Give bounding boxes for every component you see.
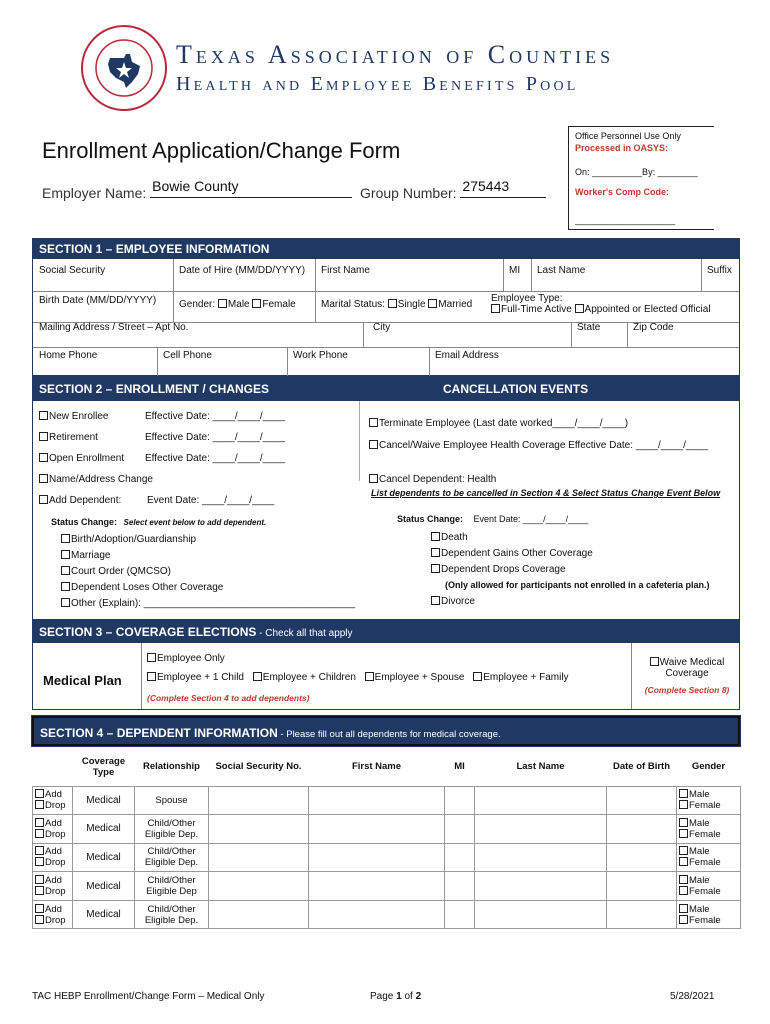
processed-label: Processed in OASYS:: [575, 143, 669, 153]
dob-cell[interactable]: [607, 815, 677, 844]
drop-label: Drop: [45, 914, 66, 926]
open-enrollment-label: Open Enrollment: [49, 453, 125, 464]
cancel-waive-label: Cancel/Waive Employee Health Coverage Effective Date: ____/____/____: [379, 440, 709, 451]
single-label: Single: [397, 299, 426, 310]
add-checkbox[interactable]: [35, 818, 44, 827]
footer-left: TAC HEBP Enrollment/Change Form – Medical Only: [32, 991, 265, 1002]
gender-cell: [677, 843, 741, 872]
col-coverage: Coverage Type: [81, 755, 126, 778]
ssn-field[interactable]: Social Security: [39, 265, 106, 276]
divorce-option[interactable]: [431, 596, 475, 607]
ssn-cell[interactable]: [209, 900, 309, 929]
relationship-cell: Child/Other Eligible Dep: [135, 872, 209, 901]
gender-group: [179, 299, 296, 310]
mi-cell[interactable]: [445, 815, 475, 844]
form-title: Enrollment Application/Change Form: [42, 138, 401, 163]
male-label: Male: [689, 846, 710, 858]
birth-checkbox[interactable]: [61, 534, 70, 543]
comp-code-label: Worker's Comp Code:: [575, 187, 669, 197]
marriage-option[interactable]: [61, 550, 110, 561]
coverage-cell: Medical: [73, 786, 135, 815]
dob-cell[interactable]: [607, 786, 677, 815]
section1-header: SECTION 1 – EMPLOYEE INFORMATION: [33, 239, 739, 259]
cancel-waive-checkbox[interactable]: [369, 440, 378, 449]
employer-label: Employer Name:: [42, 185, 147, 201]
org-name: [176, 40, 736, 96]
marriage-label: Marriage: [71, 550, 111, 561]
employer-row: [42, 178, 546, 201]
on-by-field[interactable]: On: __________By: ________: [575, 167, 698, 177]
office-use-box: [568, 126, 714, 230]
mi-cell[interactable]: [445, 786, 475, 815]
table-row: [33, 900, 741, 929]
org-name-line1: Texas Association of Counties: [176, 40, 615, 69]
gains-label: Dependent Gains Other Coverage: [441, 548, 593, 559]
male-checkbox[interactable]: [218, 299, 227, 308]
female-label: Female: [689, 828, 721, 840]
ssn-cell[interactable]: [209, 872, 309, 901]
drop-label: Drop: [45, 857, 66, 869]
dob-cell[interactable]: [607, 843, 677, 872]
open-enrollment-option[interactable]: [39, 453, 124, 464]
marriage-checkbox[interactable]: [61, 550, 70, 559]
col-dob: Date of Birth: [613, 761, 670, 773]
relationship-cell: Child/Other Eligible Dep.: [135, 843, 209, 872]
add-checkbox[interactable]: [35, 789, 44, 798]
divorce-label: Divorce: [441, 596, 475, 607]
header-spacer: [33, 748, 73, 786]
relationship-cell: Child/Other Eligible Dep.: [135, 815, 209, 844]
work-phone-field[interactable]: Work Phone: [293, 350, 348, 361]
comp-code-field[interactable]: ____________________: [575, 215, 676, 225]
section4-header: SECTION 4 – DEPENDENT INFORMATION: [40, 726, 278, 740]
add-dependent-checkbox[interactable]: [39, 495, 48, 504]
drops-label: Dependent Drops Coverage: [441, 564, 566, 575]
add-drop-cell: [33, 843, 73, 872]
male-label: Male: [227, 299, 250, 310]
add-drop-cell: [33, 815, 73, 844]
footer-date: 5/28/2021: [670, 991, 715, 1002]
add-label: Add: [45, 846, 62, 858]
female-label: Female: [689, 914, 721, 926]
add-checkbox[interactable]: [35, 875, 44, 884]
select-event-note: Select event below to add dependent.: [123, 518, 267, 527]
male-label: Male: [689, 903, 710, 915]
court-checkbox[interactable]: [61, 566, 70, 575]
section4-header-bar: [32, 716, 740, 746]
name-change-label: Name/Address Change: [49, 474, 153, 485]
first-name-cell[interactable]: [309, 872, 445, 901]
death-checkbox[interactable]: [431, 532, 440, 541]
emp-children-checkbox[interactable]: [253, 672, 262, 681]
email-field[interactable]: Email Address: [435, 350, 499, 361]
terminate-checkbox[interactable]: [369, 418, 378, 427]
terminate-label: Terminate Employee (Last date worked____/____/____): [379, 418, 629, 429]
emp-family-checkbox[interactable]: [473, 672, 482, 681]
status-change-label-2: Status Change:: [397, 514, 464, 524]
dependent-table: [32, 748, 741, 929]
name-change-checkbox[interactable]: [39, 474, 48, 483]
marital-label: Marital Status:: [321, 299, 385, 310]
section4-note: - Please fill out all dependents for medical coverage.: [277, 729, 501, 740]
female-label: Female: [689, 857, 721, 869]
male-checkbox[interactable]: [679, 818, 688, 827]
male-label: Male: [689, 817, 710, 829]
state-field[interactable]: State: [577, 322, 601, 333]
mi-field[interactable]: MI: [509, 265, 521, 276]
coverage-cell: Medical: [73, 872, 135, 901]
name-change-option[interactable]: [39, 474, 153, 485]
section3: [32, 620, 740, 710]
employer-value: Bowie County: [152, 178, 239, 194]
cancel-dep-option[interactable]: [369, 474, 496, 485]
gender-label: Gender:: [179, 299, 216, 310]
retirement-date[interactable]: Effective Date: ____/____/____: [145, 432, 285, 443]
ssn-cell[interactable]: [209, 843, 309, 872]
section3-header-bar: [33, 621, 739, 643]
dob-cell[interactable]: [607, 900, 677, 929]
waive-checkbox[interactable]: [650, 657, 659, 666]
cancel-dep-label: Cancel Dependent: Health: [379, 474, 497, 485]
new-enrollee-checkbox[interactable]: [39, 411, 48, 420]
ssn-cell[interactable]: [209, 815, 309, 844]
first-name-cell[interactable]: [309, 786, 445, 815]
complete-section8-note: (Complete Section 8): [644, 685, 730, 695]
retirement-option[interactable]: [39, 432, 98, 443]
drop-checkbox[interactable]: [35, 800, 44, 809]
emp-only-option[interactable]: [147, 653, 225, 664]
other-checkbox[interactable]: [61, 598, 70, 607]
emp-family-label: Employee + Family: [483, 672, 569, 683]
emp-child-label: Employee + 1 Child: [157, 672, 244, 683]
female-label: Female: [689, 886, 721, 898]
gender-cell: [677, 900, 741, 929]
col-ssn: Social Security No.: [215, 761, 302, 773]
coverage-cell: Medical: [73, 900, 135, 929]
loses-checkbox[interactable]: [61, 582, 70, 591]
section1: [32, 238, 740, 376]
gender-cell: [677, 815, 741, 844]
female-checkbox[interactable]: [679, 800, 688, 809]
drop-label: Drop: [45, 800, 66, 812]
married-checkbox[interactable]: [428, 299, 437, 308]
last-name-cell[interactable]: [475, 786, 607, 815]
emp-only-checkbox[interactable]: [147, 653, 156, 662]
waive-option[interactable]: [637, 657, 737, 679]
section3-note: - Check all that apply: [256, 628, 353, 639]
col-gender: Gender: [691, 761, 726, 773]
female-checkbox[interactable]: [252, 299, 261, 308]
complete-section4-note: (Complete Section 4 to add dependents): [147, 693, 310, 703]
status-change-label: Status Change:: [51, 517, 118, 527]
drops-option[interactable]: [431, 564, 566, 575]
male-checkbox[interactable]: [679, 789, 688, 798]
group-field[interactable]: [460, 178, 546, 198]
add-label: Add: [45, 875, 62, 887]
col-first-name: First Name: [351, 761, 402, 773]
col-mi: MI: [454, 761, 465, 773]
gender-cell: [677, 872, 741, 901]
tac-seal-logo: [80, 24, 168, 112]
section2-header-bar: [33, 377, 739, 401]
footer-page: [370, 991, 421, 1002]
marital-group: [321, 299, 472, 310]
other-label: Other (Explain): ______________________________________: [71, 598, 356, 609]
cancel-waive-option[interactable]: [369, 440, 708, 451]
loses-label: Dependent Loses Other Coverage: [71, 582, 224, 593]
employee-type-label: Employee Type:: [491, 293, 563, 304]
add-label: Add: [45, 789, 62, 801]
drop-checkbox[interactable]: [35, 857, 44, 866]
death-label: Death: [441, 532, 468, 543]
col-relationship: Relationship: [142, 761, 200, 773]
male-checkbox[interactable]: [679, 875, 688, 884]
retirement-checkbox[interactable]: [39, 432, 48, 441]
appointed-checkbox[interactable]: [575, 304, 584, 313]
city-field[interactable]: City: [373, 322, 391, 333]
male-label: Male: [689, 789, 710, 801]
page-number: 1: [396, 991, 402, 1002]
section3-header: SECTION 3 – COVERAGE ELECTIONS: [39, 625, 257, 639]
male-checkbox[interactable]: [679, 846, 688, 855]
section2-header: SECTION 2 – ENROLLMENT / CHANGES: [39, 382, 270, 396]
first-name-cell[interactable]: [309, 815, 445, 844]
first-name-cell[interactable]: [309, 900, 445, 929]
add-dependent-option[interactable]: [39, 495, 121, 506]
relationship-cell: Spouse: [135, 786, 209, 815]
group-value: 275443: [462, 178, 510, 194]
add-label: Add: [45, 817, 62, 829]
female-label: Female: [689, 800, 721, 812]
other-option[interactable]: [61, 598, 355, 609]
employer-field[interactable]: [150, 178, 352, 198]
emp-spouse-checkbox[interactable]: [365, 672, 374, 681]
death-option[interactable]: [431, 532, 468, 543]
coverage-cell: Medical: [73, 815, 135, 844]
last-name-cell[interactable]: [475, 815, 607, 844]
coverage-options-row: [147, 672, 569, 683]
open-enrollment-checkbox[interactable]: [39, 453, 48, 462]
mi-cell[interactable]: [445, 872, 475, 901]
emp-children-label: Employee + Children: [262, 672, 356, 683]
drop-checkbox[interactable]: [35, 886, 44, 895]
office-use-title: Office Personnel Use Only: [575, 131, 681, 141]
cancel-dep-checkbox[interactable]: [369, 474, 378, 483]
status-change-left: [51, 517, 266, 527]
drop-checkbox[interactable]: [35, 829, 44, 838]
full-time-checkbox[interactable]: [491, 304, 500, 313]
female-label: Female: [262, 299, 296, 310]
drop-label: Drop: [45, 828, 66, 840]
page-prefix: Page: [370, 991, 397, 1002]
last-name-cell[interactable]: [475, 843, 607, 872]
add-drop-cell: [33, 900, 73, 929]
only-allowed-note: (Only allowed for participants not enrolled in a cafeteria plan.): [445, 580, 710, 590]
cell-phone-field[interactable]: Cell Phone: [163, 350, 212, 361]
female-checkbox[interactable]: [679, 915, 688, 924]
coverage-cell: Medical: [73, 843, 135, 872]
gender-cell: [677, 786, 741, 815]
new-enrollee-option[interactable]: [39, 411, 108, 422]
female-checkbox[interactable]: [679, 829, 688, 838]
medical-plan-label: Medical Plan: [43, 673, 122, 688]
mi-cell[interactable]: [445, 900, 475, 929]
gains-option[interactable]: [431, 548, 593, 559]
first-name-cell[interactable]: [309, 843, 445, 872]
female-checkbox[interactable]: [679, 886, 688, 895]
table-row: [33, 786, 741, 815]
court-option[interactable]: [61, 566, 171, 577]
doh-field[interactable]: Date of Hire (MM/DD/YYYY): [179, 265, 306, 276]
page-of: of: [401, 991, 416, 1002]
section4: [32, 716, 740, 924]
married-label: Married: [438, 299, 473, 310]
home-phone-field[interactable]: Home Phone: [39, 350, 98, 361]
new-enrollee-date[interactable]: Effective Date: ____/____/____: [145, 411, 285, 422]
last-name-cell[interactable]: [475, 900, 607, 929]
table-row: [33, 872, 741, 901]
new-enrollee-label: New Enrollee: [49, 411, 109, 422]
section2: [32, 376, 740, 620]
gains-checkbox[interactable]: [431, 548, 440, 557]
emp-spouse-label: Employee + Spouse: [374, 672, 465, 683]
add-label: Add: [45, 903, 62, 915]
dob-field[interactable]: Birth Date (MM/DD/YYYY): [39, 295, 157, 306]
group-label: Group Number:: [360, 185, 457, 201]
emp-only-label: Employee Only: [157, 653, 225, 664]
female-checkbox[interactable]: [679, 857, 688, 866]
add-drop-cell: [33, 786, 73, 815]
table-row: [33, 843, 741, 872]
male-checkbox[interactable]: [679, 904, 688, 913]
waive-label: Waive Medical Coverage: [659, 657, 725, 679]
dob-cell[interactable]: [607, 872, 677, 901]
divorce-checkbox[interactable]: [431, 596, 440, 605]
address-field[interactable]: Mailing Address / Street – Apt No.: [39, 322, 189, 333]
mi-cell[interactable]: [445, 843, 475, 872]
add-drop-cell: [33, 872, 73, 901]
relationship-cell: Child/Other Eligible Dep.: [135, 900, 209, 929]
last-name-cell[interactable]: [475, 872, 607, 901]
add-dependent-date[interactable]: Event Date: ____/____/____: [147, 495, 275, 506]
appointed-label: Appointed or Elected Official: [584, 304, 711, 315]
ssn-cell[interactable]: [209, 786, 309, 815]
loses-option[interactable]: [61, 582, 223, 593]
first-name-field[interactable]: First Name: [321, 265, 370, 276]
retirement-label: Retirement: [49, 432, 98, 443]
list-deps-note: List dependents to be cancelled in Section 4 & Select Status Change Event Below: [371, 488, 721, 498]
full-time-label: Full-Time Active: [501, 304, 572, 315]
terminate-option[interactable]: [369, 418, 628, 429]
birth-option[interactable]: [61, 534, 196, 545]
add-checkbox[interactable]: [35, 904, 44, 913]
add-checkbox[interactable]: [35, 846, 44, 855]
male-label: Male: [689, 875, 710, 887]
drop-checkbox[interactable]: [35, 915, 44, 924]
status-change-right: [397, 514, 588, 524]
employee-type-group: [491, 293, 711, 315]
emp-child-checkbox[interactable]: [147, 672, 156, 681]
event-date-2[interactable]: Event Date: ____/____/____: [473, 514, 589, 524]
org-name-line2: Health and Employee Benefits Pool: [176, 73, 579, 95]
last-name-field[interactable]: Last Name: [537, 265, 586, 276]
birth-label: Birth/Adoption/Guardianship: [71, 534, 197, 545]
dependent-table-header: [33, 748, 741, 786]
open-enrollment-date[interactable]: Effective Date: ____/____/____: [145, 453, 285, 464]
drops-checkbox[interactable]: [431, 564, 440, 573]
suffix-field[interactable]: Suffix: [707, 265, 732, 276]
col-last-name: Last Name: [516, 761, 565, 773]
cancellation-header: CANCELLATION EVENTS: [443, 382, 589, 396]
zip-field[interactable]: Zip Code: [633, 322, 674, 333]
drop-label: Drop: [45, 886, 66, 898]
add-dependent-label: Add Dependent:: [49, 495, 122, 506]
table-row: [33, 815, 741, 844]
court-label: Court Order (QMCSO): [71, 566, 172, 577]
single-checkbox[interactable]: [388, 299, 397, 308]
page-total: 2: [415, 991, 422, 1002]
